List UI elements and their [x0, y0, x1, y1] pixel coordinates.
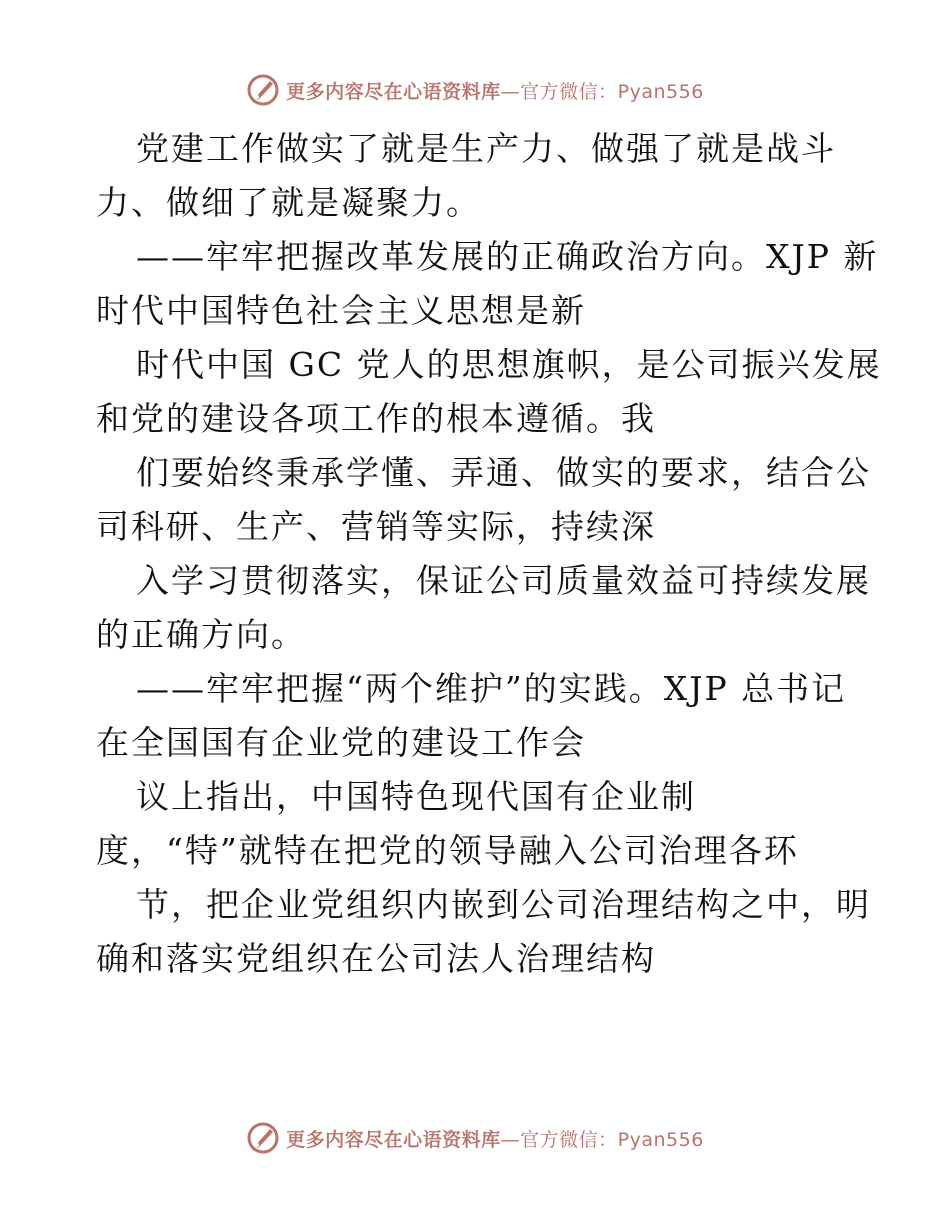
banner-prefix: 更多内容尽在心语资料库 — [286, 1128, 501, 1151]
text-line: ——牢牢把握“两个维护”的实践。XJP 总书记 — [136, 669, 847, 708]
text-line: 在全国国有企业党的建设工作会 — [96, 723, 586, 762]
banner-suffix: 官方微信：Pyan556 — [520, 1128, 704, 1151]
banner-separator: — — [500, 80, 521, 103]
text-line: 时代中国特色社会主义思想是新 — [96, 291, 586, 330]
pen-circle-logo-icon — [246, 73, 280, 107]
footer-banner — [0, 1118, 950, 1158]
text-line: 和党的建设各项工作的根本遵循。我 — [96, 399, 656, 438]
banner-separator: — — [500, 1128, 521, 1151]
banner-suffix: 官方微信：Pyan556 — [520, 80, 704, 103]
text-line: 们要始终秉承学懂、弄通、做实的要求，结合公 — [136, 453, 871, 492]
text-line: 的正确方向。 — [96, 615, 306, 654]
text-line: 党建工作做实了就是生产力、做强了就是战斗 — [136, 129, 836, 168]
banner-text — [286, 1125, 704, 1152]
text-line: 确和落实党组织在公司法人治理结构 — [96, 939, 656, 978]
banner-text — [286, 77, 704, 104]
text-line: 入学习贯彻落实，保证公司质量效益可持续发展 — [136, 561, 871, 600]
text-line: 力、做细了就是凝聚力。 — [96, 183, 481, 222]
text-line: 时代中国 GC 党人的思想旗帜，是公司振兴发展 — [136, 345, 882, 384]
text-line: 度，“特”就特在把党的领导融入公司治理各环 — [96, 831, 799, 870]
pen-circle-logo-icon — [246, 1121, 280, 1155]
text-line: 节，把企业党组织内嵌到公司治理结构之中，明 — [136, 885, 871, 924]
text-line: ——牢牢把握改革发展的正确政治方向。XJP 新 — [136, 237, 879, 276]
document-body — [96, 122, 882, 986]
text-line: 议上指出，中国特色现代国有企业制 — [136, 777, 696, 816]
banner-prefix: 更多内容尽在心语资料库 — [286, 80, 501, 103]
header-banner — [0, 70, 950, 110]
text-line: 司科研、生产、营销等实际，持续深 — [96, 507, 656, 546]
